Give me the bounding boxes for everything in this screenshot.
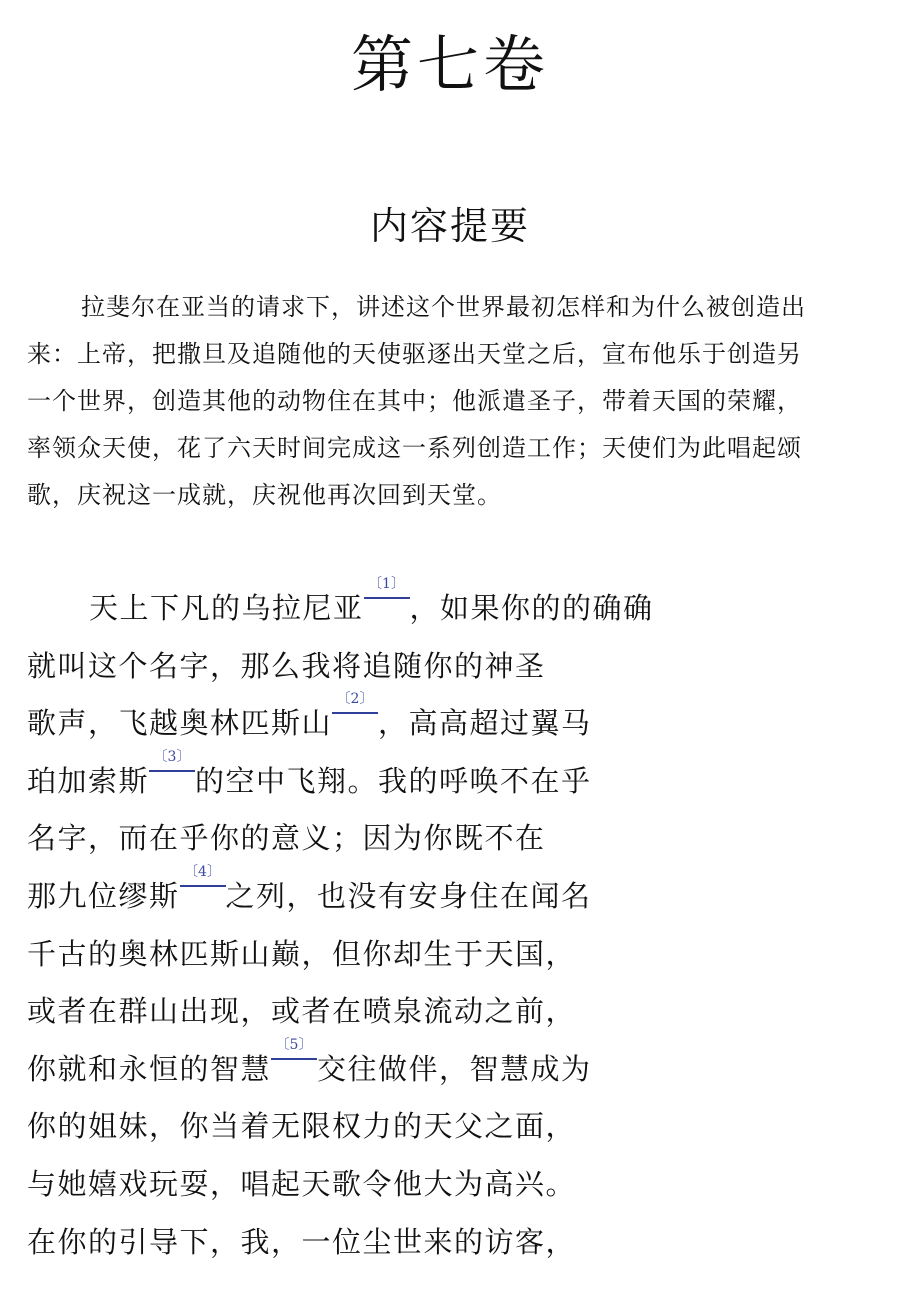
chapter-title: 第七卷 <box>350 28 549 101</box>
verse-text: 名字，而在乎你的意义；因为你既不在 <box>27 821 546 856</box>
verse-line <box>27 1036 827 1099</box>
poem-body <box>27 576 827 1271</box>
verse-line <box>27 691 827 753</box>
summary-line: 拉斐尔在亚当的请求下，讲述这个世界最初怎样和为什么被创造出 <box>81 293 806 321</box>
verse-line <box>27 1214 827 1272</box>
footnote-underline <box>180 885 226 887</box>
footnote-number: 〔4〕 <box>184 863 221 880</box>
verse-line <box>27 810 827 868</box>
summary-paragraph <box>27 284 877 519</box>
verse-text: 天上下凡的乌拉尼亚 <box>89 591 364 625</box>
verse-line <box>27 748 827 811</box>
footnote-link-1[interactable] <box>364 576 410 610</box>
summary-line: 率领众天使，花了六天时间完成这一系列创造工作；天使们为此唱起颂 <box>27 434 802 462</box>
verse-text: 或者在群山出现，或者在喷泉流动之前， <box>27 994 577 1029</box>
verse-text: 珀加索斯 <box>27 763 150 798</box>
verse-text: 交往做伴，智慧成为 <box>317 1051 592 1086</box>
verse-text: 歌声，飞越奥林匹斯山 <box>27 706 333 741</box>
verse-text: 你的姐妹，你当着无限权力的天父之面， <box>27 1109 577 1144</box>
verse-text: ，如果你的的确确 <box>409 591 654 625</box>
verse-text: 之列，也没有安身住在闻名 <box>225 878 592 913</box>
summary-line: 来：上帝，把撒旦及追随他的天使驱逐出天堂之后，宣布他乐于创造另 <box>27 340 802 368</box>
verse-text: 你就和永恒的智慧 <box>27 1051 272 1086</box>
footnote-number: 〔5〕 <box>275 1036 313 1053</box>
verse-text: 那九位缪斯 <box>27 878 180 913</box>
footnote-number: 〔3〕 <box>153 748 191 765</box>
footnote-link-3[interactable] <box>149 748 195 783</box>
summary-heading: 内容提要 <box>369 204 530 248</box>
footnote-link-2[interactable] <box>332 691 378 725</box>
verse-text: 就叫这个名字，那么我将追随你的神圣 <box>27 648 546 683</box>
summary-line: 歌，庆祝这一成就，庆祝他再次回到天堂。 <box>27 481 502 509</box>
verse-line <box>27 1098 827 1156</box>
verse-line <box>27 983 827 1041</box>
footnote-underline <box>149 770 195 772</box>
verse-text: 千古的奥林匹斯山巅，但你却生于天国， <box>27 936 577 971</box>
verse-text: 在你的引导下，我，一位尘世来的访客， <box>27 1224 577 1259</box>
verse-line <box>27 1156 827 1214</box>
verse-line <box>27 926 827 984</box>
verse-line <box>27 638 827 696</box>
footnote-underline <box>271 1058 317 1060</box>
footnote-underline <box>364 597 410 599</box>
footnote-number: 〔2〕 <box>336 691 374 708</box>
verse-text: 与她嬉戏玩耍，唱起天歌令他大为高兴。 <box>27 1166 577 1201</box>
verse-text: ，高高超过翼马 <box>378 706 592 741</box>
footnote-link-4[interactable] <box>180 863 226 898</box>
summary-line: 一个世界，创造其他的动物住在其中；他派遣圣子，带着天国的荣耀， <box>27 387 802 415</box>
footnote-number: 〔1〕 <box>368 576 405 592</box>
footnote-underline <box>332 712 378 714</box>
verse-text: 的空中飞翔。我的呼唤不在乎 <box>195 763 592 798</box>
footnote-link-5[interactable] <box>271 1036 317 1071</box>
verse-line <box>27 576 827 638</box>
verse-line <box>27 863 827 926</box>
